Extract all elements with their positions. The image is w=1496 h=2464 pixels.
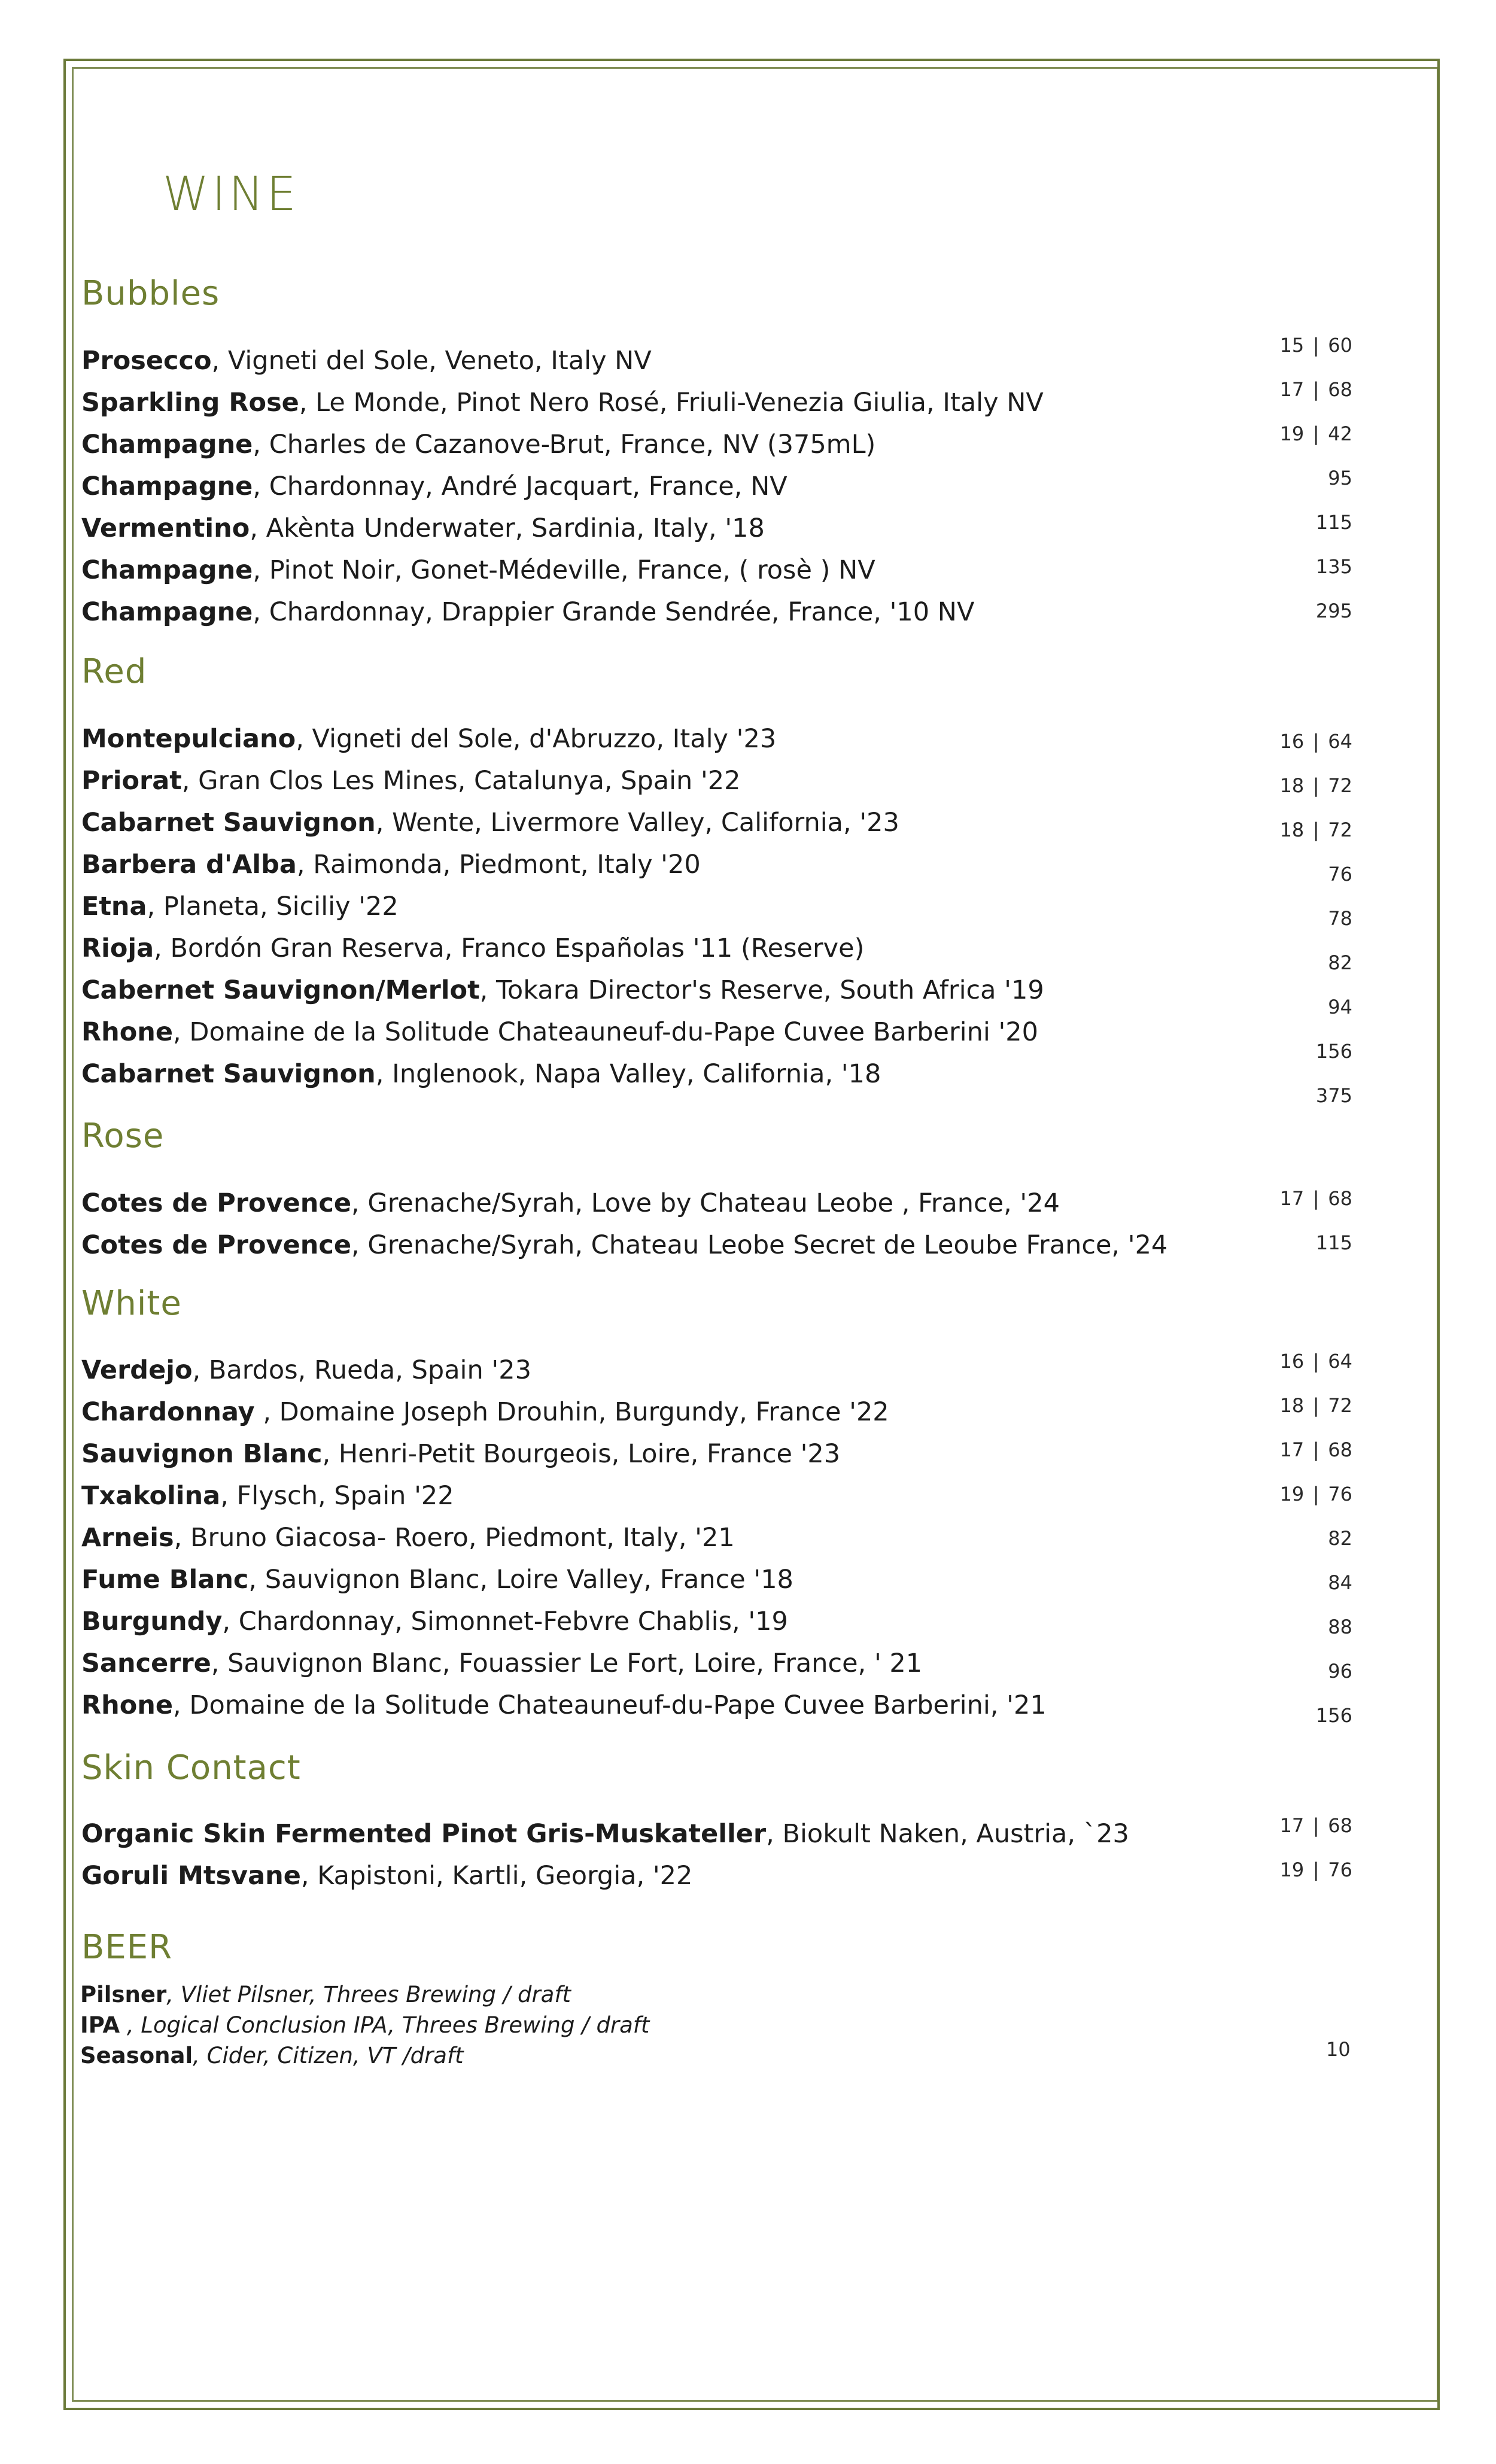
wine-name: Txakolina xyxy=(81,1481,221,1511)
wine-item xyxy=(81,927,1044,969)
section-title-red: Red xyxy=(81,652,147,691)
wine-description: , Chardonnay, Drappier Grande Sendrée, France, '10 NV xyxy=(253,597,975,627)
wine-name: Rhone xyxy=(81,1690,174,1720)
wine-description: , Le Monde, Pinot Nero Rosé, Friuli-Venezia Giulia, Italy NV xyxy=(299,388,1044,418)
price-row xyxy=(1233,1803,1352,1848)
wine-name: Fume Blanc xyxy=(81,1565,249,1595)
bottle-price: 68 xyxy=(1328,1438,1352,1461)
price-separator: | xyxy=(1312,774,1319,797)
white-prices xyxy=(1233,1339,1352,1738)
wine-item xyxy=(81,1601,1047,1642)
price-row xyxy=(1233,985,1352,1029)
price-row xyxy=(1233,1428,1352,1472)
bottle-price: 156 xyxy=(1315,1704,1352,1727)
price-separator: | xyxy=(1312,1814,1319,1837)
wine-description: , Pinot Noir, Gonet-Médeville, France, ( rosè ) NV xyxy=(253,555,875,585)
bottle-price: 115 xyxy=(1315,1231,1352,1254)
price-row xyxy=(1233,1073,1352,1118)
wine-item xyxy=(81,760,1044,802)
bottle-price: 68 xyxy=(1328,1814,1352,1837)
wine-description: , Bordón Gran Reserva, Franco Españolas '11 (Reserve) xyxy=(154,933,865,963)
price-row xyxy=(1233,1383,1352,1428)
glass-price: 17 xyxy=(1279,1438,1305,1461)
skin-contact-list xyxy=(81,1813,1129,1897)
wine-name: Cotes de Provence xyxy=(81,1230,352,1260)
wine-item xyxy=(81,591,1044,633)
wine-name: Champagne xyxy=(81,471,253,501)
wine-description: , Akènta Underwater, Sardinia, Italy, '18 xyxy=(250,513,765,543)
beer-price: 10 xyxy=(1326,2038,1351,2061)
wine-item xyxy=(81,1224,1167,1266)
wine-description: , Domaine Joseph Drouhin, Burgundy, France '22 xyxy=(254,1397,889,1427)
wine-description: , Chardonnay, André Jacquart, France, NV xyxy=(253,471,787,501)
wine-description: , Henri-Petit Bourgeois, Loire, France '23 xyxy=(322,1439,841,1469)
beer-item-seasonal: Seasonal, Cider, Citizen, VT /draft xyxy=(80,2043,464,2068)
price-row xyxy=(1233,763,1352,808)
wine-name: Champagne xyxy=(81,555,253,585)
wine-item xyxy=(81,1182,1167,1224)
glass-price: 15 xyxy=(1279,334,1305,357)
bottle-price: 68 xyxy=(1328,378,1352,401)
wine-name: Chardonnay xyxy=(81,1397,255,1427)
wine-item xyxy=(81,969,1044,1011)
price-separator: | xyxy=(1312,1438,1319,1461)
wine-name: Champagne xyxy=(81,430,253,460)
price-separator: | xyxy=(1312,1187,1319,1210)
price-separator: | xyxy=(1312,334,1319,357)
bottle-price: 42 xyxy=(1328,422,1352,445)
price-row xyxy=(1233,589,1352,633)
wine-name: Vermentino xyxy=(81,513,250,543)
wine-item xyxy=(81,1813,1129,1855)
price-row xyxy=(1233,500,1352,544)
wine-item xyxy=(81,1475,1047,1517)
glass-price: 17 xyxy=(1279,1814,1305,1837)
price-separator: | xyxy=(1312,1483,1319,1505)
bottle-price: 68 xyxy=(1328,1187,1352,1210)
glass-price: 19 xyxy=(1279,1858,1305,1881)
price-row xyxy=(1233,719,1352,763)
price-row xyxy=(1233,1516,1352,1560)
section-title-rose: Rose xyxy=(81,1117,165,1155)
price-separator: | xyxy=(1312,730,1319,753)
glass-price: 17 xyxy=(1279,378,1305,401)
wine-item xyxy=(81,466,1044,507)
bottle-price: 156 xyxy=(1315,1040,1352,1063)
wine-name: Sauvignon Blanc xyxy=(81,1439,323,1469)
bottle-price: 78 xyxy=(1328,907,1352,930)
wine-description: , Grenache/Syrah, Love by Chateau Leobe , France, '24 xyxy=(351,1188,1060,1218)
wine-description: , Sauvignon Blanc, Loire Valley, France '18 xyxy=(248,1565,793,1595)
rose-list xyxy=(81,1182,1167,1266)
price-row xyxy=(1233,852,1352,896)
bottle-price: 88 xyxy=(1328,1616,1352,1638)
price-row xyxy=(1233,412,1352,456)
wine-name: Burgundy xyxy=(81,1607,223,1636)
price-row xyxy=(1233,941,1352,985)
section-title-skin-contact: Skin Contact xyxy=(81,1748,301,1787)
glass-price: 19 xyxy=(1279,422,1305,445)
wine-item xyxy=(81,1391,1047,1433)
price-separator: | xyxy=(1312,1350,1319,1373)
wine-name: Sparkling Rose xyxy=(81,388,299,418)
wine-name: Barbera d'Alba xyxy=(81,850,297,880)
bottle-price: 64 xyxy=(1328,730,1352,753)
bottle-price: 96 xyxy=(1328,1660,1352,1683)
red-list xyxy=(81,718,1044,1095)
wine-name: Arneis xyxy=(81,1523,174,1553)
glass-price: 18 xyxy=(1279,1394,1305,1417)
bottle-price: 76 xyxy=(1328,1858,1352,1881)
section-title-bubbles: Bubbles xyxy=(81,274,220,313)
wine-description: , Domaine de la Solitude Chateauneuf-du-Pape Cuvee Barberini '20 xyxy=(173,1017,1039,1047)
wine-item xyxy=(81,549,1044,591)
wine-item xyxy=(81,886,1044,927)
price-separator: | xyxy=(1312,819,1319,841)
bottle-price: 76 xyxy=(1328,1483,1352,1505)
price-row xyxy=(1233,1649,1352,1693)
bottle-price: 115 xyxy=(1315,511,1352,534)
wine-description: , Raimonda, Piedmont, Italy '20 xyxy=(296,850,701,880)
price-separator: | xyxy=(1312,378,1319,401)
price-row xyxy=(1233,1176,1352,1221)
price-row xyxy=(1233,544,1352,589)
bottle-price: 94 xyxy=(1328,996,1352,1018)
wine-description: , Bardos, Rueda, Spain '23 xyxy=(192,1355,531,1385)
rose-prices xyxy=(1233,1176,1352,1265)
section-title-beer: BEER xyxy=(81,1928,173,1967)
section-title-white: White xyxy=(81,1284,182,1323)
wine-description: , Kapistoni, Kartli, Georgia, '22 xyxy=(300,1861,693,1891)
price-separator: | xyxy=(1312,1858,1319,1881)
glass-price: 19 xyxy=(1279,1483,1305,1505)
wine-item xyxy=(81,1559,1047,1601)
wine-item xyxy=(81,1011,1044,1053)
glass-price: 18 xyxy=(1279,774,1305,797)
white-list xyxy=(81,1349,1047,1726)
wine-description: , Biokult Naken, Austria, `23 xyxy=(766,1819,1129,1849)
price-row xyxy=(1233,1029,1352,1073)
beer-item-pilsner: Pilsner, Vliet Pilsner, Threes Brewing / draft xyxy=(80,1982,571,2007)
wine-item xyxy=(81,1053,1044,1095)
price-row xyxy=(1233,1472,1352,1516)
price-row xyxy=(1233,1221,1352,1265)
wine-item xyxy=(81,382,1044,424)
price-row xyxy=(1233,367,1352,412)
beer-item-ipa: IPA , Logical Conclusion IPA, Threes Brewing / draft xyxy=(80,2012,650,2038)
price-row xyxy=(1233,808,1352,852)
red-prices xyxy=(1233,719,1352,1118)
price-row xyxy=(1233,1560,1352,1605)
bottle-price: 60 xyxy=(1328,334,1352,357)
wine-name: Sancerre xyxy=(81,1648,211,1678)
wine-description: , Bruno Giacosa- Roero, Piedmont, Italy, '21 xyxy=(174,1523,735,1553)
bottle-price: 64 xyxy=(1328,1350,1352,1373)
wine-description: , Inglenook, Napa Valley, California, '18 xyxy=(375,1059,881,1089)
price-separator: | xyxy=(1312,1394,1319,1417)
bottle-price: 72 xyxy=(1328,819,1352,841)
bottle-price: 135 xyxy=(1315,555,1352,578)
wine-name: Organic Skin Fermented Pinot Gris-Muskateller xyxy=(81,1819,767,1849)
wine-name: Montepulciano xyxy=(81,724,296,754)
skin-contact-prices xyxy=(1233,1803,1352,1892)
wine-item xyxy=(81,1433,1047,1475)
wine-name: Cabernet Sauvignon/Merlot xyxy=(81,975,480,1005)
glass-price: 17 xyxy=(1279,1187,1305,1210)
price-row xyxy=(1233,323,1352,367)
wine-name: Goruli Mtsvane xyxy=(81,1861,301,1891)
page-title: WINE xyxy=(163,168,299,221)
price-row xyxy=(1233,896,1352,941)
wine-item xyxy=(81,844,1044,886)
bottle-price: 95 xyxy=(1328,467,1352,489)
bottle-price: 72 xyxy=(1328,1394,1352,1417)
wine-item xyxy=(81,424,1044,466)
bubbles-prices xyxy=(1233,323,1352,633)
wine-name: Cabarnet Sauvignon xyxy=(81,1059,376,1089)
wine-name: Priorat xyxy=(81,766,182,796)
bottle-price: 76 xyxy=(1328,863,1352,886)
price-row xyxy=(1233,1605,1352,1649)
wine-name: Rhone xyxy=(81,1017,174,1047)
bottle-price: 295 xyxy=(1315,600,1352,622)
price-row xyxy=(1233,1693,1352,1738)
wine-description: , Planeta, Siciliy '22 xyxy=(147,892,399,921)
wine-item xyxy=(81,802,1044,844)
wine-item xyxy=(81,507,1044,549)
price-row xyxy=(1233,456,1352,500)
wine-name: Cabarnet Sauvignon xyxy=(81,808,376,838)
wine-item xyxy=(81,1642,1047,1684)
wine-name: Rioja xyxy=(81,933,154,963)
bottle-price: 72 xyxy=(1328,774,1352,797)
price-row xyxy=(1233,1848,1352,1892)
glass-price: 18 xyxy=(1279,819,1305,841)
bottle-price: 82 xyxy=(1328,951,1352,974)
wine-item xyxy=(81,340,1044,382)
price-row xyxy=(1233,1339,1352,1383)
bottle-price: 82 xyxy=(1328,1527,1352,1550)
wine-description: , Charles de Cazanove-Brut, France, NV (375mL) xyxy=(253,430,876,460)
wine-description: , Tokara Director's Reserve, South Africa '19 xyxy=(479,975,1044,1005)
wine-description: , Vigneti del Sole, Veneto, Italy NV xyxy=(211,346,652,376)
wine-description: , Grenache/Syrah, Chateau Leobe Secret de Leoube France, '24 xyxy=(351,1230,1168,1260)
wine-name: Cotes de Provence xyxy=(81,1188,352,1218)
wine-name: Prosecco xyxy=(81,346,212,376)
bottle-price: 375 xyxy=(1315,1084,1352,1107)
wine-description: , Domaine de la Solitude Chateauneuf-du-Pape Cuvee Barberini, '21 xyxy=(173,1690,1047,1720)
wine-description: , Flysch, Spain '22 xyxy=(220,1481,454,1511)
wine-item xyxy=(81,1517,1047,1559)
wine-description: , Vigneti del Sole, d'Abruzzo, Italy '23 xyxy=(296,724,777,754)
price-separator: | xyxy=(1312,422,1319,445)
beer-list xyxy=(80,1979,649,2071)
wine-item xyxy=(81,1349,1047,1391)
wine-item xyxy=(81,1855,1129,1897)
wine-name: Etna xyxy=(81,892,147,921)
bubbles-list xyxy=(81,340,1044,633)
wine-name: Champagne xyxy=(81,597,253,627)
wine-description: , Sauvignon Blanc, Fouassier Le Fort, Loire, France, ' 21 xyxy=(211,1648,923,1678)
wine-name: Verdejo xyxy=(81,1355,193,1385)
bottle-price: 84 xyxy=(1328,1571,1352,1594)
wine-item xyxy=(81,1684,1047,1726)
wine-description: , Wente, Livermore Valley, California, '23 xyxy=(375,808,899,838)
wine-description: , Chardonnay, Simonnet-Febvre Chablis, '19 xyxy=(222,1607,788,1636)
glass-price: 16 xyxy=(1279,730,1305,753)
wine-description: , Gran Clos Les Mines, Catalunya, Spain '22 xyxy=(181,766,741,796)
glass-price: 16 xyxy=(1279,1350,1305,1373)
wine-item xyxy=(81,718,1044,760)
